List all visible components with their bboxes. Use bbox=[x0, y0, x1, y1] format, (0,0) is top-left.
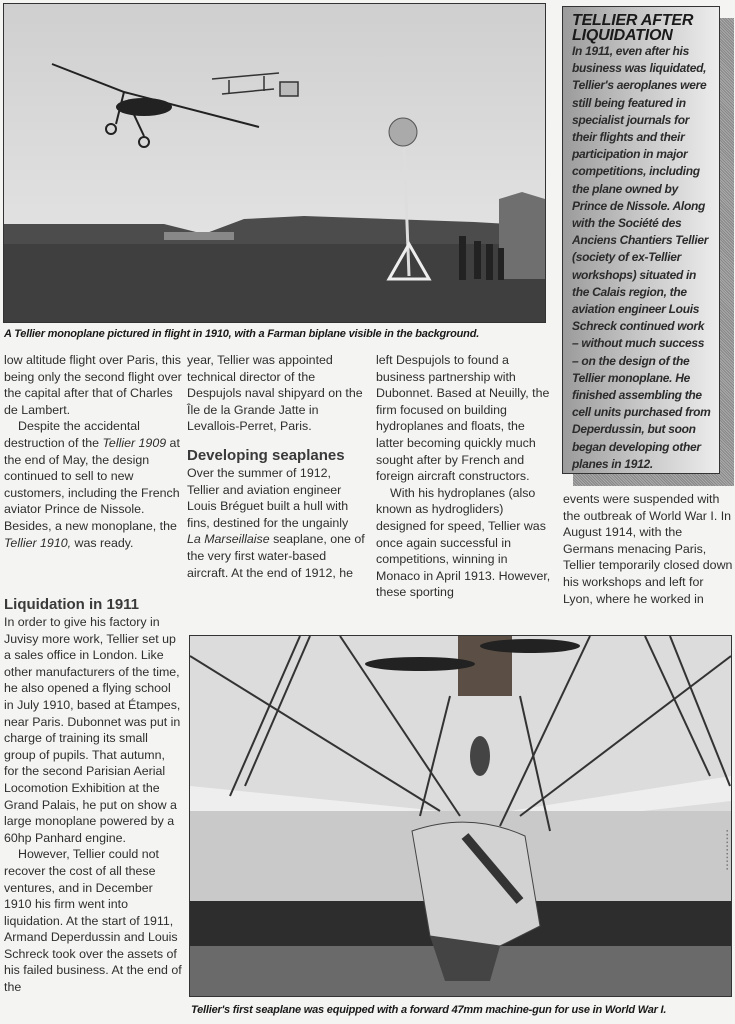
sidebar-box bbox=[562, 6, 720, 474]
article-column-3 bbox=[376, 352, 552, 601]
photo-credit: ▪ ▪ ▪ ▪ ▪ ▪ ▪ ▪ ▪ ▪ ▪ bbox=[725, 829, 731, 870]
paragraph: year, Tellier was appointed technical director of the Despujols naval shipyard on the Île de la Grande Jatte in Levallois-Perret, Paris. bbox=[187, 353, 363, 434]
paragraph: In order to give his factory in Juvisy more work, Tellier set up a sales office in London. Like other manufacturers of the time, he also opened a flying school in July 1910, based at Étampes, near Paris. Dubonnet was put in charge of training its small group of pupils. That autumn, for the second Parisian Aerial Locomotion Exhibition at the Grand Palais, he put on show a large monoplane powered by a 60hp Panhard engine. bbox=[4, 615, 181, 845]
paragraph: Despite the accidental destruction of the Tellier 1909 at the end of May, the design continued to sell to new customers, including the French aviator Prince de Nissole. Besides, a new monoplane, the Tellier 1910, was ready. bbox=[4, 419, 180, 550]
photo-caption: A Tellier monoplane pictured in flight in 1910, with a Farman biplane visible in the background. bbox=[4, 328, 480, 340]
sidebar-title: TELLIER AFTER LIQUIDATION bbox=[572, 12, 694, 44]
paragraph: With his hydroplanes (also known as hydrogliders) designed for speed, Tellier was once again successful in competitions, winning in Monaco in April 1913. However, these sporting bbox=[376, 485, 551, 600]
paragraph: low altitude flight over Paris, this being only the second flight over the capital after that of Charles de Lambert. bbox=[4, 353, 182, 417]
article-column-2 bbox=[187, 352, 365, 581]
photo-tellier-seaplane bbox=[189, 635, 732, 997]
section-heading-seaplanes: Developing seaplanes bbox=[187, 446, 345, 464]
section-heading-liquidation: Liquidation in 1911 bbox=[4, 596, 140, 613]
photo-caption: Tellier's first seaplane was equipped with a forward 47mm machine-gun for use in World War I. bbox=[191, 1004, 667, 1016]
article-column-4 bbox=[563, 491, 735, 607]
paragraph: Over the summer of 1912, Tellier and aviation engineer Louis Bréguet built a hull with fins, destined for the ungainly La Marseillaise seaplane, one of the very first water-based aircraft. At the end of 1912, he bbox=[187, 465, 365, 580]
sidebar-body: In 1911, even after his business was liquidated, Tellier's aeroplanes were still being featured in specialist journals for their flights and their participation in major competitions, including the plane owned by Prince de Nissole. Along with the Société des Anciens Chantiers Tellier (society of ex-Tellier workshops) situated in the Calais region, the aviation engineer Louis Schreck continued work – without much success – on the design of the Tellier monoplane. He finished assembling the cell units purchased from Deperdussin, but soon began developing other planes in 1912. bbox=[572, 44, 711, 471]
article-column-1-section bbox=[4, 596, 182, 996]
paragraph: events were suspended with the outbreak of World War I. In August 1914, with the Germans menacing Paris, Tellier temporarily closed down his workshops and left for Lyon, where he worked in bbox=[563, 492, 733, 606]
photo-tellier-monoplane-flight bbox=[3, 3, 546, 323]
paragraph: However, Tellier could not recover the cost of all these ventures, and in December 1910 his firm went into liquidation. At the start of 1911, Armand Deperdussin and Louis Schreck took over the assets of his failed business. At the end of the bbox=[4, 847, 182, 995]
article-column-1 bbox=[4, 352, 182, 551]
paragraph: left Despujols to found a business partnership with Dubonnet. Based at Neuilly, the firm focused on building hydroplanes and floats, the latter becoming quickly much sought after by French and foreign aircraft constructors. bbox=[376, 353, 550, 484]
